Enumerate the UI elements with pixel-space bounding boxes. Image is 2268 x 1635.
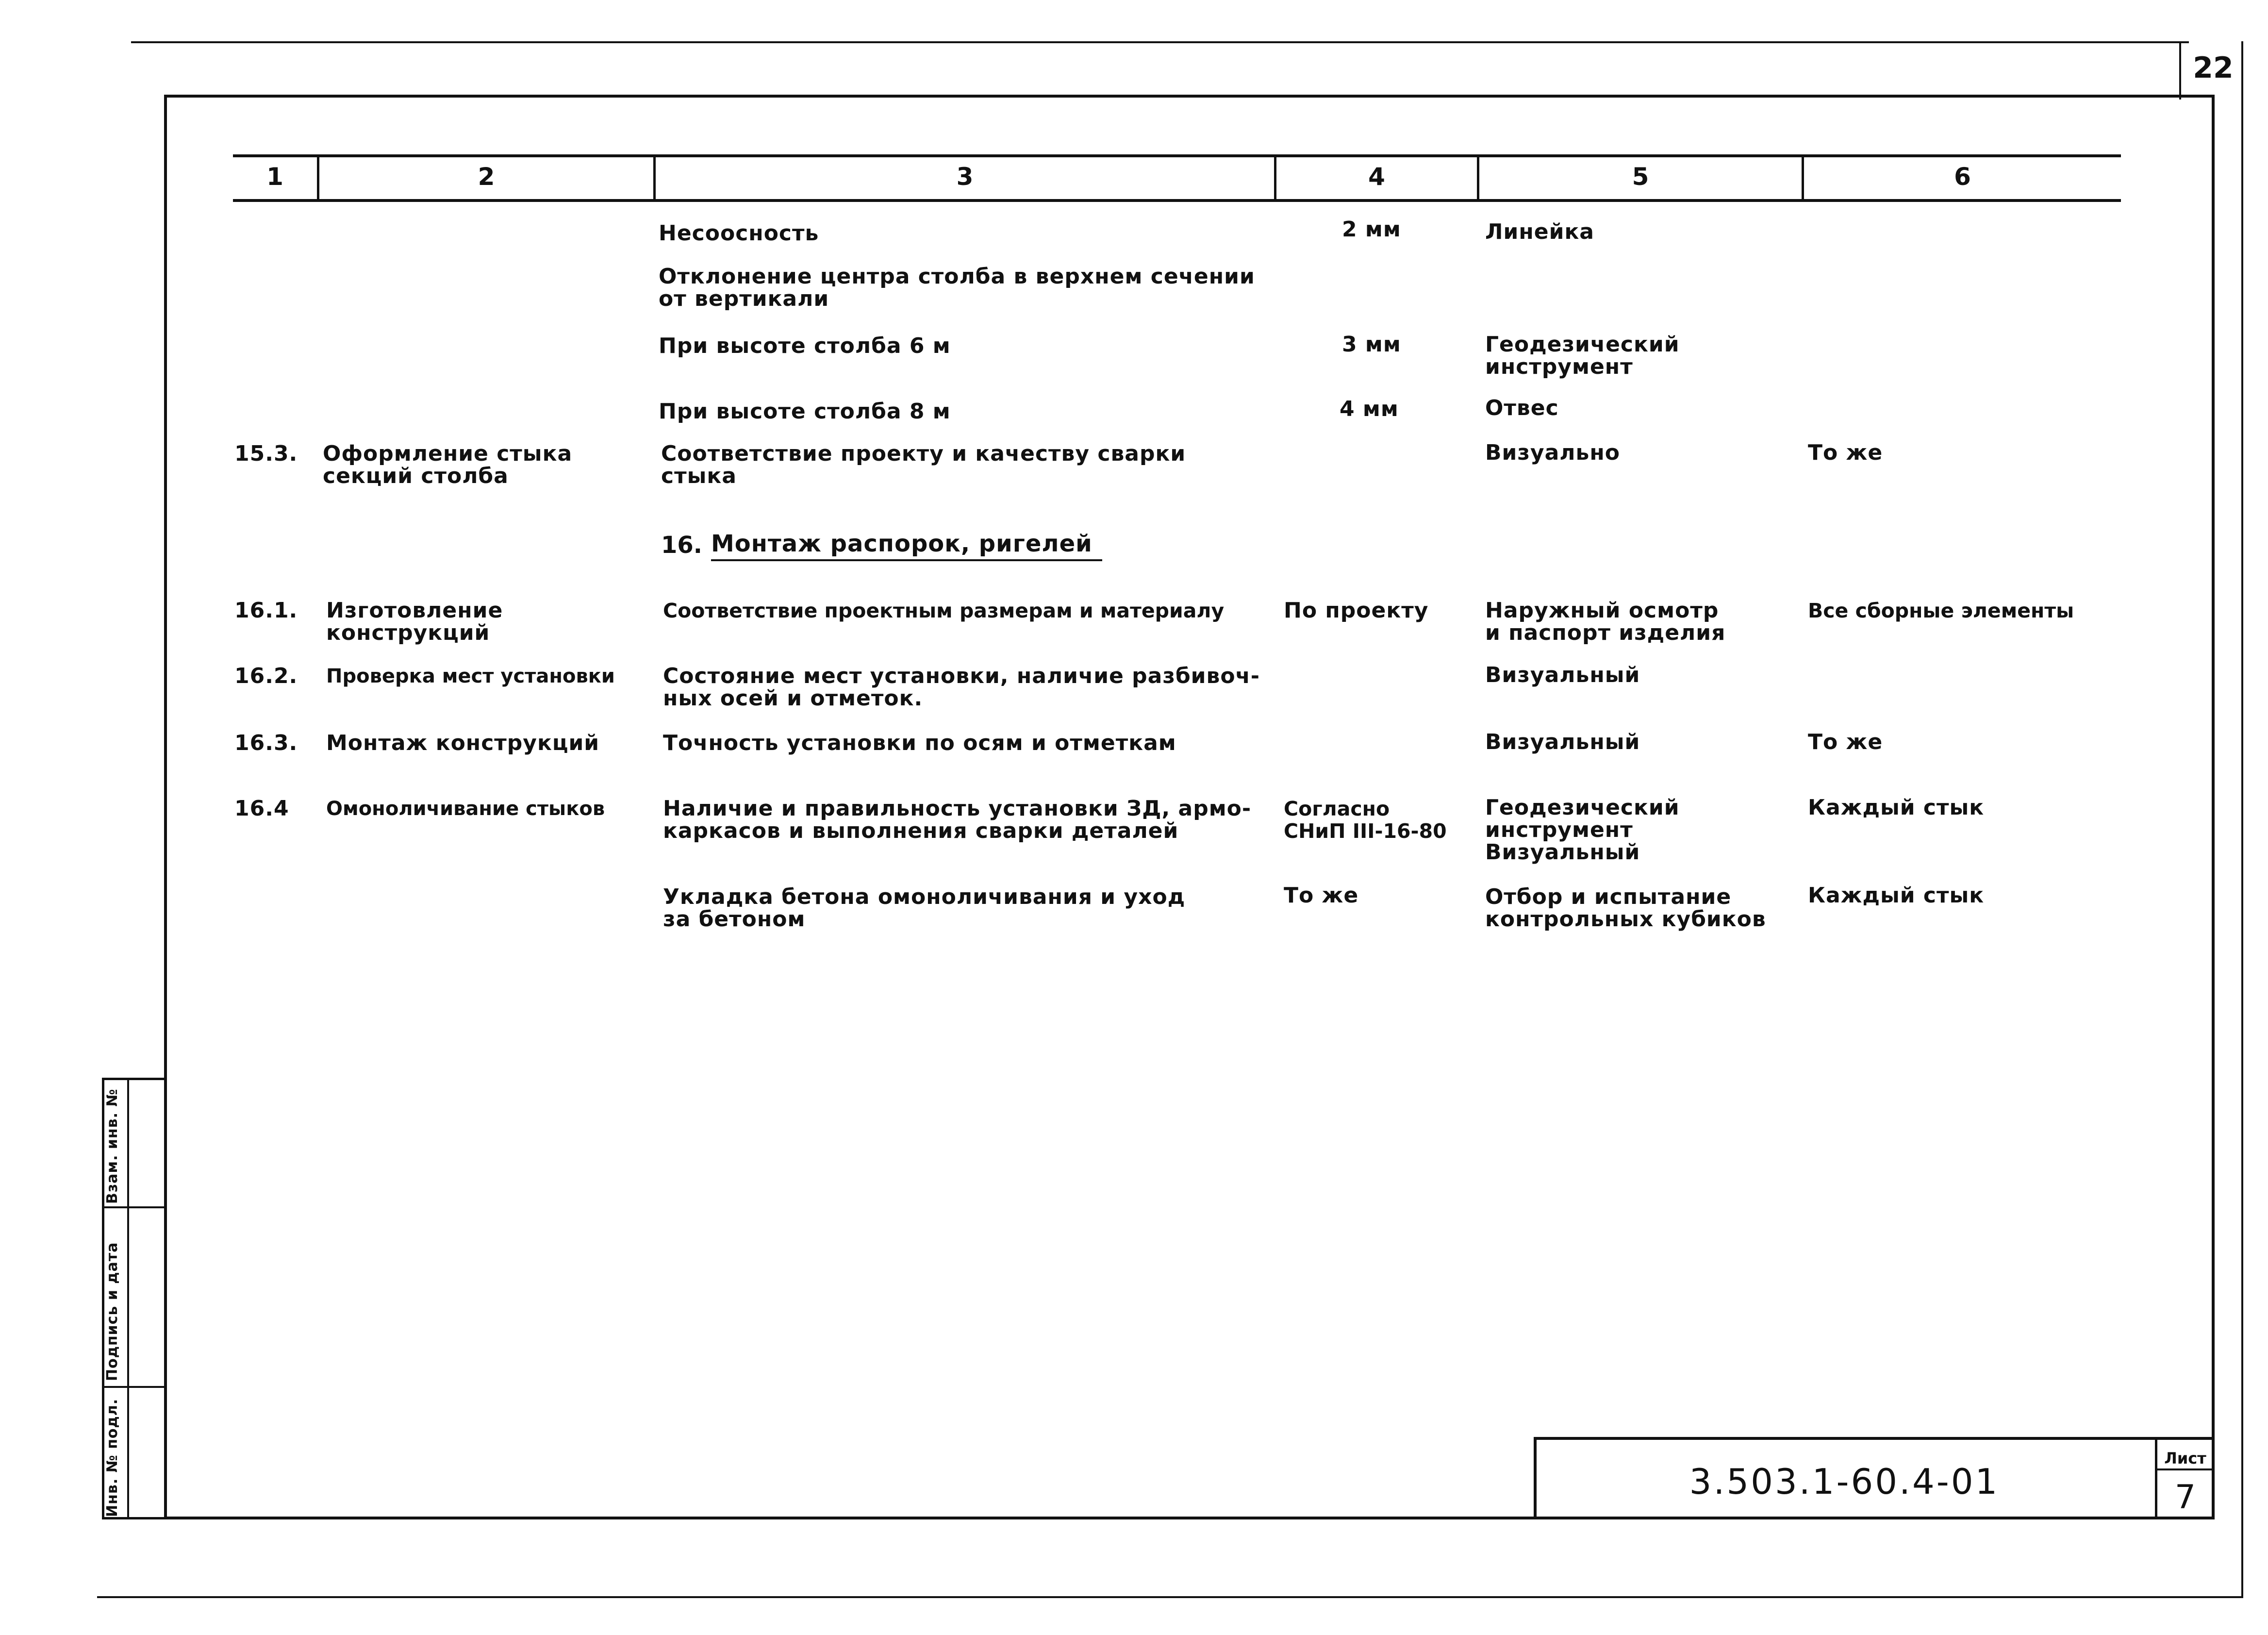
row-9-tolerance: То же (1284, 883, 1359, 908)
row-2-parameter: При высоте столба 6 м (659, 334, 951, 358)
row-5-method: Наружный осмотр и паспорт изделия (1485, 598, 1726, 645)
row-9-parameter: Укладка бетона омоноличивания и уход за бетоном (663, 884, 1186, 932)
row-5-tolerance: По проекту (1284, 598, 1429, 623)
row-4-scope: То же (1808, 440, 1883, 465)
row-3-tolerance: 4 мм (1340, 397, 1399, 421)
row-7-parameter: Точность установки по осям и отметкам (663, 731, 1176, 755)
row-8-tolerance: Согласно СНиП III-16-80 (1284, 797, 1447, 843)
row-5-number: 16.1. (234, 598, 298, 623)
row-0-parameter: Несоосность (659, 221, 819, 246)
column-header-6: 6 (1954, 163, 1971, 191)
side-stamp-podpis-data: Подпись и дата (104, 1242, 121, 1381)
table-header-top (233, 154, 2121, 157)
bottom-trim-line (97, 1596, 2242, 1598)
row-6-method: Визуальный (1485, 663, 1640, 687)
row-3-parameter: При высоте столба 8 м (659, 399, 951, 424)
row-6-operation: Проверка мест установки (326, 665, 615, 687)
row-0-tolerance: 2 мм (1342, 217, 1401, 242)
sheet-number: 7 (2174, 1478, 2196, 1517)
row-4-number: 15.3. (234, 441, 298, 466)
row-8-parameter: Наличие и правильность установки ЗД, армо- каркасов и выполнения сварки деталей (663, 796, 1252, 843)
row-6-number: 16.2. (234, 664, 298, 688)
row-4-parameter: Соответствие проекту и качеству сварки стыка (661, 441, 1186, 488)
table-header-bottom (233, 199, 2121, 202)
row-7-operation: Монтаж конструкций (326, 731, 600, 755)
sheet-box-divider (2155, 1468, 2215, 1470)
sheet-label: Лист (2164, 1449, 2206, 1468)
row-8-scope: Каждый стык (1808, 795, 1985, 820)
side-stamp-vzam-inv: Взам. инв. № (104, 1088, 121, 1204)
row-3-method: Отвес (1485, 396, 1559, 420)
row-4-operation: Оформление стыка секций столба (323, 441, 573, 488)
column-header-4: 4 (1368, 163, 1385, 191)
row-8-number: 16.4 (234, 796, 289, 821)
doc-code: 3.503.1-60.4-01 (1689, 1461, 2000, 1502)
row-5-operation: Изготовление конструкций (326, 598, 503, 645)
row-8-method: Геодезический инструмент Визуальный (1485, 795, 1680, 865)
row-7-scope: То же (1808, 730, 1883, 754)
right-trim-line (2241, 41, 2243, 1598)
column-header-2: 2 (478, 163, 495, 191)
row-0-method: Линейка (1485, 219, 1595, 244)
side-stamp-inv-podl: Инв. № подл. (104, 1398, 121, 1517)
row-2-tolerance: 3 мм (1342, 332, 1401, 357)
row-1-parameter: Отклонение центра столба в верхнем сечении от вертикали (659, 264, 1255, 311)
row-5-scope: Все сборные элементы (1808, 599, 2074, 622)
side-stamp-divider-1 (102, 1206, 167, 1208)
column-header-5: 5 (1632, 163, 1649, 191)
section-16-title: Монтаж распорок, ригелей (711, 530, 1102, 561)
page-number: 22 (2193, 51, 2234, 85)
column-header-3: 3 (956, 163, 974, 191)
column-header-1: 1 (266, 163, 283, 191)
row-9-method: Отбор и испытание контрольных кубиков (1485, 884, 1766, 932)
row-9-scope: Каждый стык (1808, 883, 1985, 908)
page-box-left (2179, 41, 2181, 100)
row-2-method: Геодезический инструмент (1485, 332, 1680, 379)
row-7-method: Визуальный (1485, 730, 1640, 754)
row-7-number: 16.3. (234, 731, 298, 755)
row-5-parameter: Соответствие проектным размерам и материалу (663, 599, 1225, 622)
top-trim-line (131, 41, 2189, 43)
row-6-parameter: Состояние мест установки, наличие разбивоч- ных осей и отметок. (663, 664, 1260, 711)
row-4-method: Визуально (1485, 440, 1620, 465)
side-stamp-divider-2 (102, 1386, 167, 1388)
section-16-number: 16. (661, 532, 703, 559)
row-8-operation: Омоноличивание стыков (326, 798, 605, 820)
side-stamp-col-divider (127, 1078, 129, 1519)
